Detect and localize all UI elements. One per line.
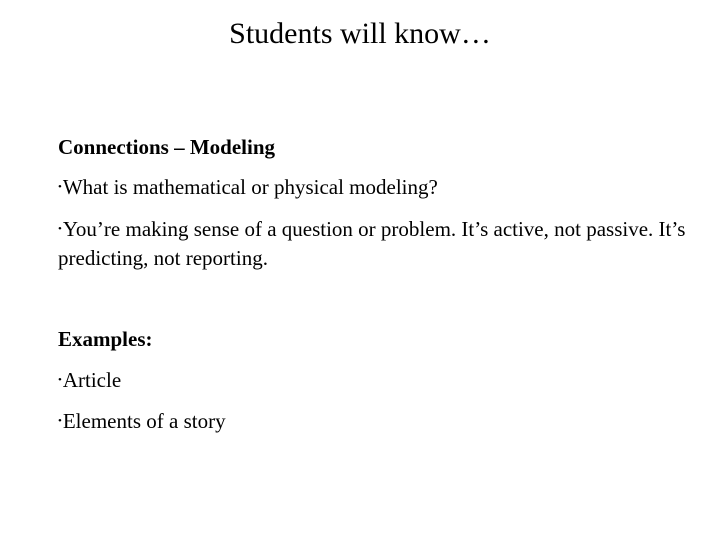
bullet-icon: • — [58, 223, 62, 235]
bullet-icon: • — [58, 181, 62, 193]
bullet-item — [58, 215, 688, 273]
bullet-item — [58, 366, 688, 395]
section-heading-connections: Connections – Modeling — [58, 135, 276, 159]
slide-title: Students will know… — [229, 17, 491, 50]
bullet-icon: • — [58, 374, 62, 386]
bullet-text: Elements of a story — [62, 409, 226, 433]
section-heading-examples: Examples: — [58, 327, 153, 351]
bullet-text: You’re making sense of a question or problem. It’s active, not passive. It’s predicting, not reporting. — [58, 217, 686, 270]
bullet-item — [58, 173, 688, 202]
bullet-item — [58, 407, 688, 436]
bullet-text: What is mathematical or physical modeling? — [62, 175, 438, 199]
bullet-icon: • — [58, 415, 62, 427]
bullet-text: Article — [62, 368, 122, 392]
